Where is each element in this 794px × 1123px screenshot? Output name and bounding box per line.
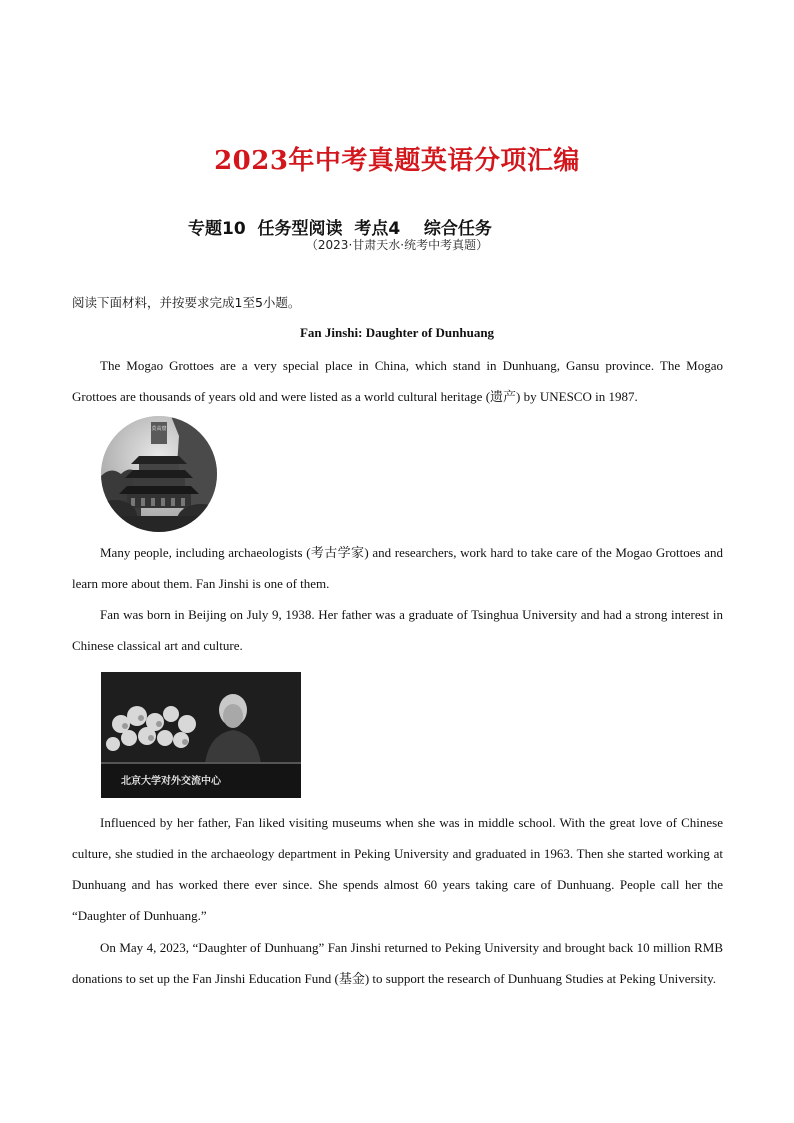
article-title: Fan Jinshi: Daughter of Dunhuang — [299, 325, 495, 340]
fan-jinshi-podium-photo — [101, 672, 301, 798]
instruction-text: 阅读下面材料，并按要求完成1至5小题。 — [72, 295, 301, 310]
paragraph-5: On May 4, 2023, “Daughter of Dunhuang” Fan Jinshi returned to Peking University and brought back 10 million RMB donations to set up the Fan Jinshi Education Fund (基金) to support the research of Dunhuang Studies at Peking University. — [72, 940, 723, 986]
mogao-pavilion-photo — [101, 416, 217, 532]
subtitle: 专题10 任务型阅读 考点4 综合任务 — [188, 219, 492, 239]
paragraph-3: Fan was born in Beijing on July 9, 1938. Her father was a graduate of Tsinghua University and had a strong interest in Chinese classical art and culture. — [72, 607, 723, 653]
paragraph-1: The Mogao Grottoes are a very special place in China, which stand in Dunhuang, Gansu province. The Mogao Grottoes are thousands of years old and were listed as a world cultural heritage (遗产) by UNESCO in 1987. — [72, 358, 723, 404]
paragraph-2: Many people, including archaeologists (考古学家) and researchers, work hard to take care of the Mogao Grottoes and learn more about them. Fan Jinshi is one of them. — [72, 545, 723, 591]
paragraph-4: Influenced by her father, Fan liked visiting museums when she was in middle school. With the great love of Chinese culture, she studied in the archaeology department in Peking University and graduated in 1963. Then she started working at Dunhuang and has worked there ever since. She spends almost 60 years taking care of Dunhuang. People call her the “Daughter of Dunhuang.” — [72, 815, 723, 923]
source-note: （2023·甘肃天水·统考中考真题） — [305, 238, 489, 252]
main-title: 2023年中考真题英语分项汇编 — [214, 146, 580, 176]
pavilion-sign: 莫高窟 — [151, 427, 167, 432]
podium-banner-text: 北京大学对外交流中心 — [121, 776, 221, 787]
